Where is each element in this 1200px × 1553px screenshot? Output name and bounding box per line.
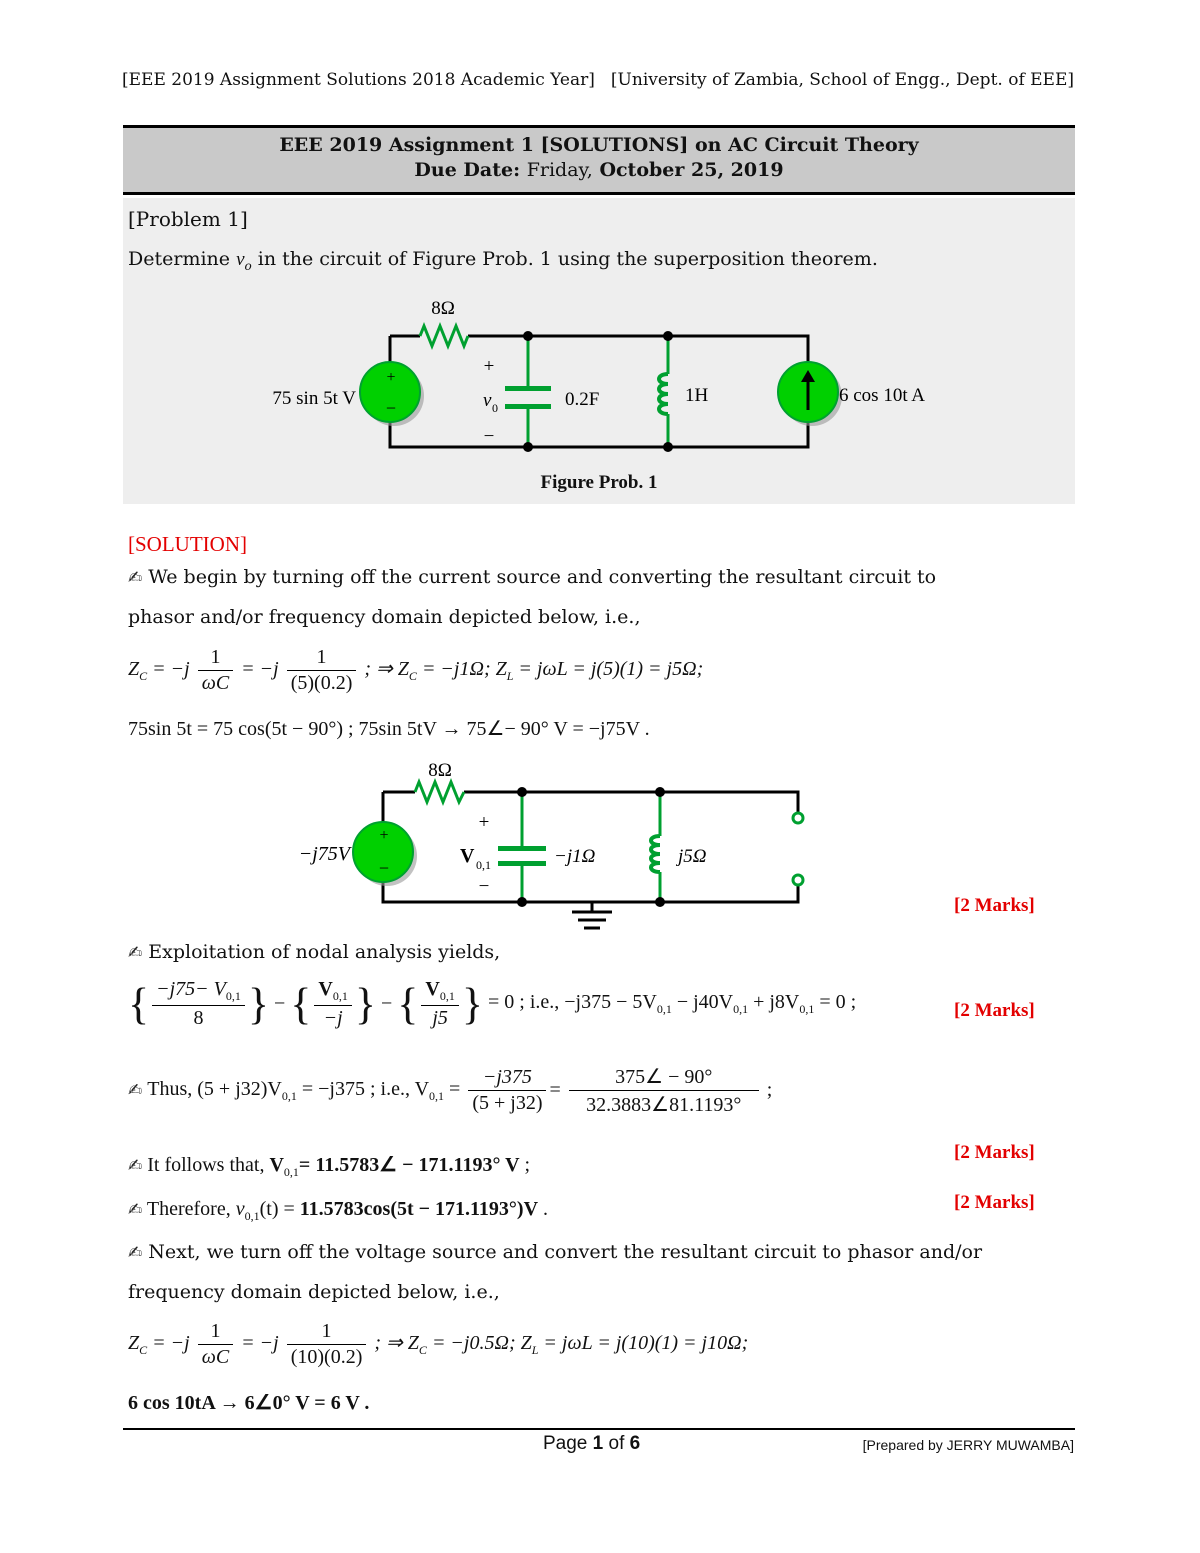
marks-4: [2 Marks] <box>954 1192 1035 1213</box>
equation-zc-10: $Z_C = -j$ $\frac{1}{\omega C}$ = −j $\frac{1}{(10)(0.2)}$ ; ⇒ $Z_C = -j0.5\Omega$; $Z_L = j\omega L = j(10)(1) = j10\Omega$; <box>128 1320 749 1368</box>
label-ind-2: j5Ω <box>678 846 707 867</box>
equation-zc-5: $Z_C = -j$ $\frac{1}{\omega C}$ = −j $\frac{1}{(5)(0.2)}$ ; ⇒ $Z_C = -j1\Omega$; $Z_L = j\omega L = j(5)(1) = j5\Omega$; <box>128 646 704 694</box>
fraction: $\frac{375\angle - 90^\circ}{32.3883\angle 81.1193^\circ}$ <box>569 1064 759 1117</box>
pen-hand-icon: ✍ <box>128 1243 143 1263</box>
label-source-j75: −j75V <box>298 843 350 865</box>
svg-text:−: − <box>378 858 390 878</box>
label-source-v: 75 sin 5t V <box>272 388 356 409</box>
pen-hand-icon: ✍ <box>128 943 143 963</box>
marks-3: [2 Marks] <box>954 1142 1035 1163</box>
solution-para-3: ✍ Next, we turn off the voltage source and convert the resultant circuit to phasor and/or <box>128 1241 983 1263</box>
equation-v01-phasor: ✍ It follows that, $V_{0,1}=$ 11.5783∠ − 171.1193° V ; <box>128 1154 531 1179</box>
label-v01-sub: 0,1 <box>476 858 491 872</box>
circuit-figure-1 <box>123 290 1075 500</box>
label-8ohm-2: 8Ω <box>428 760 452 781</box>
page-number: Page 1 of 6 <box>543 1433 641 1454</box>
voltage-source-j75 <box>353 822 417 886</box>
label-minus: − <box>483 426 495 447</box>
equation-current-phasor: 6 cos 10tA → 6∠0° V = 6 V . <box>128 1392 370 1414</box>
title-box <box>123 125 1075 195</box>
inductor-j5 <box>651 792 660 902</box>
fraction: $\frac{-j375}{(5 + j32)}$ <box>468 1066 546 1115</box>
footer-rule <box>123 1428 1075 1430</box>
due-day: Friday, <box>526 159 593 181</box>
svg-text:+: + <box>379 827 389 844</box>
header-left: [EEE 2019 Assignment Solutions 2018 Academic Year] <box>122 70 595 90</box>
label-vo: v <box>483 390 492 411</box>
label-plus-2: + <box>478 812 490 833</box>
resistor-8ohm-2 <box>415 782 464 802</box>
marks-1: [2 Marks] <box>954 895 1035 916</box>
fraction: $\frac{V_{0,1}}{j5}$ <box>421 978 458 1030</box>
marks-2: [2 Marks] <box>954 1000 1035 1021</box>
pen-hand-icon: ✍ <box>128 1080 143 1101</box>
problem-heading: [Problem 1] <box>128 207 248 231</box>
label-capacitor: 0.2F <box>565 389 600 410</box>
problem-statement: Determine $v_o$ in the circuit of Figure Prob. 1 using the superposition theorem. <box>128 248 878 273</box>
label-inductor: 1H <box>685 385 709 406</box>
equation-source-phasor: 75sin 5t = 75 cos(5t − 90°) ; 75sin 5tV → 75∠− 90° V = −j75V . <box>128 718 650 740</box>
figure-caption: Figure Prob. 1 <box>540 472 658 493</box>
solution-para-1: ✍ We begin by turning off the current source and converting the resultant circuit to <box>128 566 937 588</box>
inductor-1H <box>659 336 668 447</box>
footer-author: [Prepared by JERRY MUWAMBA] <box>862 1437 1074 1453</box>
pen-hand-icon: ✍ <box>128 568 143 588</box>
label-cap-2: −j1Ω <box>554 846 596 867</box>
pen-hand-icon: ✍ <box>128 1200 143 1220</box>
label-8ohm: 8Ω <box>431 298 455 319</box>
capacitor-minus-j1 <box>498 792 546 902</box>
equation-thus: ✍ Thus, $(5 + j32)V_{0,1} = -j375$ ; i.e., $V_{0,1}$ = $\frac{-j375}{(5 + j32)}$ = $\frac{375\angle - 90^\circ}{32.3883\angle 81.1193^\circ}$ ; <box>128 1066 773 1116</box>
fraction: $\frac{V_{0,1}}{-j}$ <box>314 978 351 1030</box>
svg-text:+: + <box>386 369 396 386</box>
solution-para-3b: frequency domain depicted below, i.e., <box>128 1281 500 1303</box>
title-line1: EEE 2019 Assignment 1 [SOLUTIONS] on AC Circuit Theory <box>279 134 919 156</box>
header-right: [University of Zambia, School of Engg., Dept. of EEE] <box>610 70 1074 90</box>
equation-nodal: { $\frac{-j75- V_{0,1}}{8}$ } − { $\frac{V_{0,1}}{-j}$ } − { $\frac{V_{0,1}}{j5}$ } = 0 ; i.e., $-j375 - 5V_{0,1} - j40V_{0,1} + j8V_{0,1} = 0$ ; <box>128 978 857 1029</box>
circuit-figure-2 <box>250 752 850 942</box>
current-source-6cos10t <box>778 362 842 426</box>
due-date: October 25, 2019 <box>599 159 784 181</box>
solution-heading: [SOLUTION] <box>128 532 247 556</box>
title-line2 <box>123 159 1075 181</box>
due-label: Due Date: <box>414 159 521 181</box>
label-source-i: 6 cos 10t A <box>839 385 926 406</box>
ground-icon <box>572 912 612 928</box>
capacitor-02F <box>505 336 551 447</box>
equation-v01-time: ✍ Therefore, $v_{0,1}(t) = 11.5783\cos(5t - 171.1193^\circ)V$ . <box>128 1198 549 1223</box>
fraction: $\frac{1}{\omega C}$ <box>198 1320 233 1369</box>
svg-text:−: − <box>385 398 397 418</box>
fraction: $\frac{1}{\omega C}$ <box>198 646 233 695</box>
solution-para-1b: phasor and/or frequency domain depicted below, i.e., <box>128 606 641 628</box>
label-plus: + <box>483 356 495 377</box>
fraction: $\frac{1}{(5)(0.2)}$ <box>287 646 357 695</box>
label-minus-2: − <box>478 876 490 897</box>
pen-hand-icon: ✍ <box>128 1156 143 1176</box>
fraction: $\frac{-j75- V_{0,1}}{8}$ <box>152 978 245 1030</box>
resistor-8ohm <box>420 326 468 346</box>
label-vo-sub: 0 <box>492 401 498 415</box>
voltage-source-75sin5t <box>360 362 424 426</box>
fraction: $\frac{1}{(10)(0.2)}$ <box>287 1320 367 1369</box>
label-v01: V <box>460 845 475 867</box>
solution-para-2: ✍ Exploitation of nodal analysis yields, <box>128 941 501 963</box>
